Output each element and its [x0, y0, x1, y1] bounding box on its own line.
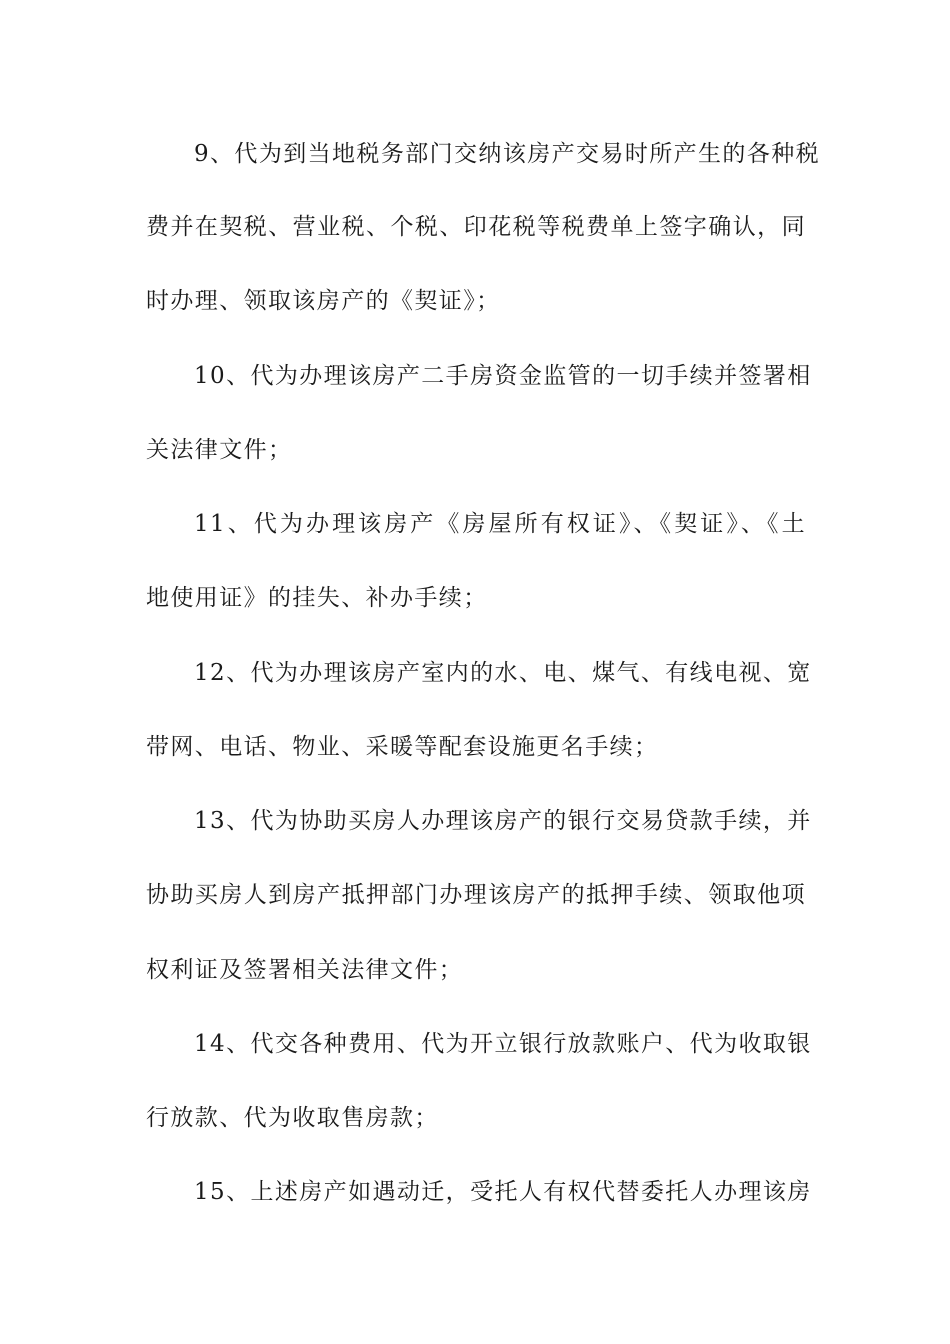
text-line: 时办理、领取该房产的《契证》；: [146, 288, 501, 314]
text-line: 11、代为办理该房产《房屋所有权证》、《契证》、《土: [194, 511, 806, 537]
text-line: 13、代为协助买房人办理该房产的银行交易贷款手续，并: [194, 808, 812, 834]
text-line: 关法律文件；: [146, 437, 293, 463]
text-line: 带网、电话、物业、采暖等配套设施更名手续；: [146, 734, 659, 760]
text-line: 行放款、代为收取售房款；: [146, 1105, 439, 1131]
text-line: 14、代交各种费用、代为开立银行放款账户、代为收取银: [194, 1031, 812, 1057]
text-line: 9、代为到当地税务部门交纳该房产交易时所产生的各种税: [194, 141, 821, 167]
text-line: 地使用证》的挂失、补办手续；: [146, 585, 488, 611]
text-line: 权利证及签署相关法律文件；: [146, 957, 464, 983]
text-line: 协助买房人到房产抵押部门办理该房产的抵押手续、领取他项: [146, 882, 806, 908]
text-line: 10、代为办理该房产二手房资金监管的一切手续并签署相: [194, 363, 812, 389]
text-line: 15、上述房产如遇动迁，受托人有权代替委托人办理该房: [194, 1179, 812, 1205]
text-line: 12、代为办理该房产室内的水、电、煤气、有线电视、宽: [194, 660, 812, 686]
text-line: 费并在契税、营业税、个税、印花税等税费单上签字确认，同: [146, 214, 806, 240]
